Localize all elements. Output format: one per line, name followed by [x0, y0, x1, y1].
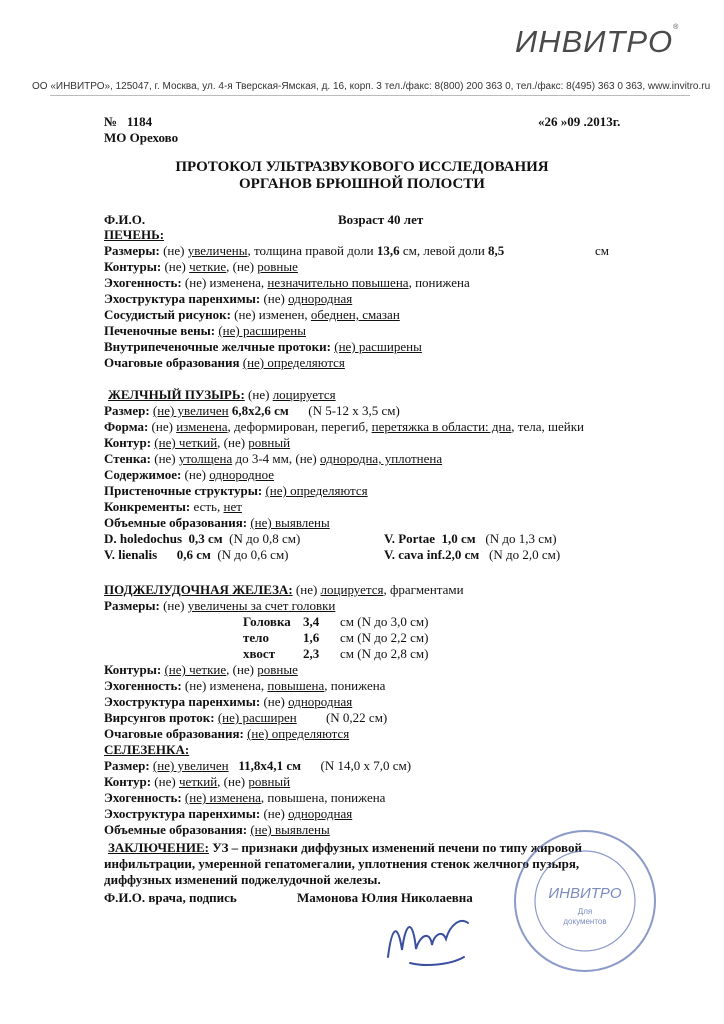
pancreas-head-label: Головка — [243, 614, 291, 629]
header-divider — [50, 95, 690, 96]
pancreas-heading: ПОДЖЕЛУДОЧНАЯ ЖЕЛЕЗА: (не) лоцируется, фрагментами — [104, 582, 464, 597]
liver-heading: ПЕЧЕНЬ: — [104, 227, 165, 242]
spleen-structure: Эхоструктура паренхимы: (не) однородная — [104, 806, 353, 821]
spleen-volume: Объемные образования: (не) выявлены — [104, 822, 330, 837]
company-address: ОО «ИНВИТРО», 125047, г. Москва, ул. 4-я Тверская-Ямская, д. 16, корп. 3 тел./факс: 8(800) 200 363 0, тел./факс: 8(495) 363 0 363, www.invitro.ru — [32, 81, 711, 92]
stamp-sub-1: Для — [577, 907, 593, 916]
v-lienalis: V. lienalis 0,6 см (N до 0,6 см) — [104, 547, 289, 562]
liver-focal: Очаговые образования (не) определяются — [104, 355, 345, 370]
liver-size: Размеры: (не) увеличены, толщина правой доли 13,6 см, левой доли 8,5 — [104, 243, 505, 258]
liver-structure: Эхоструктура паренхимы: (не) однородная — [104, 291, 353, 306]
gallbladder-heading: ЖЕЛЧНЫЙ ПУЗЫРЬ: (не) лоцируется — [108, 387, 336, 402]
page-subtitle: ОРГАНОВ БРЮШНОЙ ПОЛОСТИ — [239, 176, 485, 192]
gallbladder-volume: Объемные образования: (не) выявлены — [104, 515, 330, 530]
d-holedochus: D. holedochus 0,3 см (N до 0,8 см) — [104, 531, 301, 546]
pancreas-contours: Контуры: (не) четкие, (не) ровные — [104, 662, 298, 677]
pancreas-tail-label: хвост — [243, 646, 276, 661]
spleen-echogenicity: Эхогенность: (не) изменена, повышена, понижена — [104, 790, 386, 805]
protocol-date: «26 »09 .2013г. — [538, 114, 621, 129]
pancreas-tail-norm: см (N до 2,8 см) — [340, 646, 429, 661]
conclusion-line-3: диффузных изменений поджелудочной железы. — [104, 872, 381, 887]
pancreas-head-norm: см (N до 3,0 см) — [340, 614, 429, 629]
conclusion-line-2: инфильтрации, умеренной гепатомегалии, уплотнения стенок желчного пузыря, — [104, 856, 580, 871]
pancreas-echogenicity: Эхогенность: (не) изменена, повышена, понижена — [104, 678, 386, 693]
pancreas-focal: Очаговые образования: (не) определяются — [104, 726, 350, 741]
pancreas-body-value: 1,6 — [303, 630, 320, 645]
v-portae: V. Portae 1,0 см (N до 1,3 см) — [384, 531, 557, 546]
gallbladder-contour: Контур: (не) четкий, (не) ровный — [104, 435, 291, 450]
gallbladder-parietal: Пристеночные структуры: (не) определяются — [104, 483, 368, 498]
v-cava: V. cava inf.2,0 см (N до 2,0 см) — [384, 547, 561, 562]
liver-ducts: Внутрипеченочные желчные протоки: (не) расширены — [104, 339, 422, 354]
gallbladder-size: Размер: (не) увеличен 6,8x2,6 см (N 5-12 x 3,5 см) — [104, 403, 400, 418]
spleen-contour: Контур: (не) четкий, (не) ровный — [104, 774, 291, 789]
pancreas-duct: Вирсунгов проток: (не) расширен (N 0,22 см) — [104, 710, 388, 725]
pancreas-tail-value: 2,3 — [303, 646, 320, 661]
clinic-name: МО Орехово — [104, 130, 179, 145]
spleen-heading: СЕЛЕЗЕНКА: — [104, 742, 190, 757]
patient-age: Возраст 40 лет — [338, 212, 424, 227]
stamp-sub-2: документов — [563, 917, 607, 926]
invitro-logo: ИНВИТРО® — [515, 24, 680, 59]
gallbladder-stones: Конкременты: есть, нет — [104, 499, 242, 514]
clinic-stamp — [510, 826, 660, 976]
pancreas-head-value: 3,4 — [303, 614, 320, 629]
doctor-label: Ф.И.О. врача, подпись — [104, 890, 237, 905]
liver-contours: Контуры: (не) четкие, (не) ровные — [104, 259, 298, 274]
spleen-size: Размер: (не) увеличен 11,8x4,1 см (N 14,0 x 7,0 см) — [104, 758, 412, 773]
liver-echogenicity: Эхогенность: (не) изменена, незначительно повышена, понижена — [104, 275, 470, 290]
protocol-number: № 1184 — [104, 114, 153, 129]
patient-name-label: Ф.И.О. — [104, 212, 146, 227]
pancreas-size: Размеры: (не) увеличены за счет головки — [104, 598, 336, 613]
conclusion-line-1: ЗАКЛЮЧЕНИЕ: УЗ – признаки диффузных изменений печени по типу жировой — [108, 840, 582, 855]
liver-veins: Печеночные вены: (не) расширены — [104, 323, 306, 338]
pancreas-body-norm: см (N до 2,2 см) — [340, 630, 429, 645]
page-title: ПРОТОКОЛ УЛЬТРАЗВУКОВОГО ИССЛЕДОВАНИЯ — [175, 159, 549, 175]
pancreas-structure: Эхоструктура паренхимы: (не) однородная — [104, 694, 353, 709]
doctor-signature — [380, 905, 475, 975]
gallbladder-wall: Стенка: (не) утолщена до 3-4 мм, (не) однородна, уплотнена — [104, 451, 443, 466]
gallbladder-content: Содержимое: (не) однородное — [104, 467, 275, 482]
gallbladder-shape: Форма: (не) изменена, деформирован, перегиб, перетяжка в области: дна, тела, шейки — [104, 419, 584, 434]
pancreas-body-label: тело — [243, 630, 269, 645]
doctor-name: Мамонова Юлия Николаевна — [297, 890, 473, 905]
liver-vascular: Сосудистый рисунок: (не) изменен, обеднен, смазан — [104, 307, 400, 322]
stamp-center-text: ИНВИТРО — [548, 885, 622, 902]
liver-size-unit: см — [595, 243, 609, 258]
